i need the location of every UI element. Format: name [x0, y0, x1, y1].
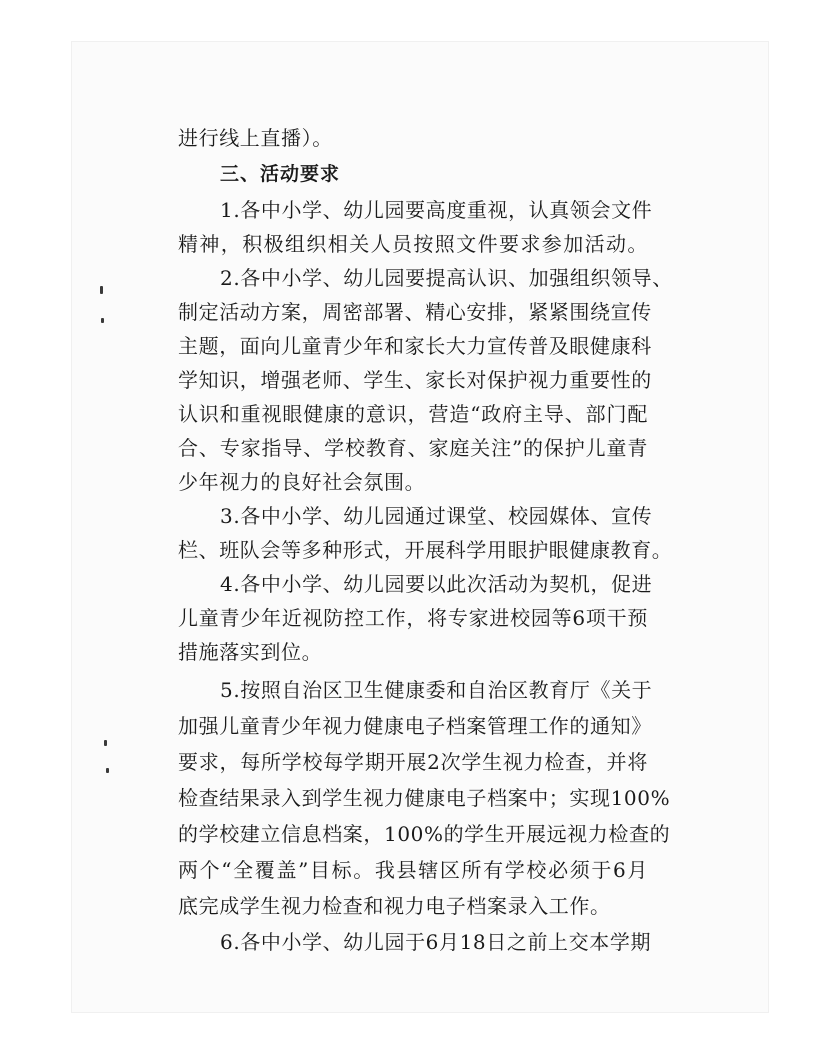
text-line: 制定活动方案，周密部署、精心安排，紧紧围绕宣传	[178, 300, 652, 324]
text-line: 认识和重视眼健康的意识，营造“政府主导、部门配	[178, 402, 648, 426]
text-line: 栏、班队会等多种形式，开展科学用眼护眼健康教育。	[178, 538, 673, 562]
section-heading: 三、活动要求	[220, 163, 341, 185]
text-line: 底完成学生视力检查和视力电子档案录入工作。	[178, 894, 611, 918]
text-line: 4.各中小学、幼儿园要以此次活动为契机，促进	[220, 572, 653, 596]
text-line: 两个“全覆盖”目标。我县辖区所有学校必须于6月	[178, 858, 648, 882]
text-line: 2.各中小学、幼儿园要提高认识、加强组织领导、	[220, 266, 673, 290]
text-line: 检查结果录入到学生视力健康电子档案中；实现100%	[178, 786, 671, 810]
text-line: 加强儿童青少年视力健康电子档案管理工作的通知》	[178, 714, 652, 738]
text-line: 合、专家指导、学校教育、家庭关注”的保护儿童青	[178, 436, 648, 460]
text-line: 1.各中小学、幼儿园要高度重视，认真领会文件	[220, 198, 653, 222]
scan-artifact-mark	[104, 740, 107, 746]
text-line: 精神，积极组织相关人员按照文件要求参加活动。	[178, 232, 648, 256]
text-line: 儿童青少年近视防控工作，将专家进校园等6项干预	[178, 606, 648, 630]
scan-artifact-mark	[100, 286, 103, 294]
text-line: 3.各中小学、幼儿园通过课堂、校园媒体、宣传	[220, 504, 653, 528]
text-line: 要求，每所学校每学期开展2次学生视力检查，并将	[178, 750, 648, 774]
scan-artifact-mark	[106, 768, 109, 773]
text-line: 6.各中小学、幼儿园于6月18日之前上交本学期	[220, 930, 652, 954]
text-line: 进行线上直播）。	[178, 126, 333, 150]
text-line: 学知识，增强老师、学生、家长对保护视力重要性的	[178, 368, 652, 392]
text-line: 措施落实到位。	[178, 640, 323, 664]
scan-artifact-mark	[101, 318, 104, 323]
text-line: 5.按照自治区卫生健康委和自治区教育厅《关于	[220, 678, 653, 702]
text-line: 少年视力的良好社会氛围。	[178, 470, 426, 494]
text-line: 主题，面向儿童青少年和家长大力宣传普及眼健康科	[178, 334, 652, 358]
text-line: 的学校建立信息档案，100%的学生开展远视力检查的	[178, 822, 671, 846]
